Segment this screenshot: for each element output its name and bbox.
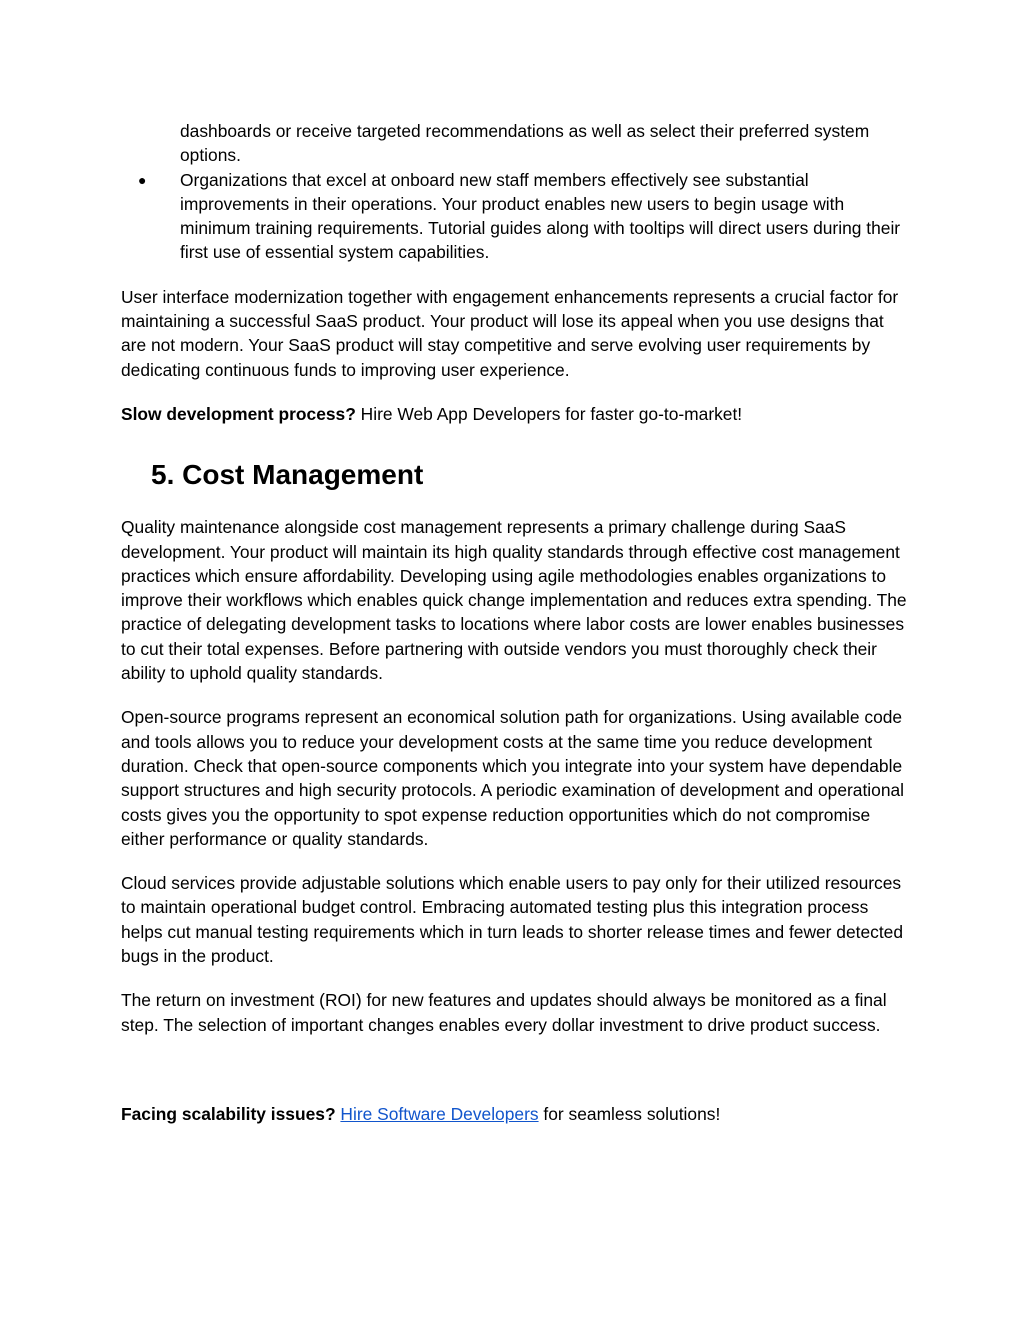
cta-slow-development (121, 402, 911, 426)
cta-text: Hire Web App Developers for faster go-to-market! (355, 403, 743, 424)
paragraph-open-source: Open-source programs represent an economical solution path for organizations. Using available code and tools allows you to reduce your development costs at the same time you reduce development duration. Check that open-source components which you integrate into your system have dependable support structures and high security protocols. A periodic examination of development and operational costs gives you the opportunity to spot expense reduction opportunities which do not compromise either performance or quality standards. (121, 707, 905, 849)
paragraph-cloud-services: Cloud services provide adjustable solutions which enable users to pay only for their utilized resources to maintain operational budget control. Embracing automated testing plus this integration process helps cut manual testing requirements which in turn leads to shorter release times and fewer detected bugs in the product. (121, 873, 904, 967)
bullet-text: dashboards or receive targeted recommendations as well as select their preferred system options. (180, 121, 870, 166)
bullet-text: Organizations that excel at onboard new staff members effectively see substantial improvements in their operations. Your product enables new users to begin usage with minimum training requirements. Tutorial guides along with tooltips will direct users during their first use of essential system capabilities. (180, 169, 901, 263)
paragraph-cost-management: Quality maintenance alongside cost management represents a primary challenge during SaaS development. Your product will maintain its high quality standards through effective cost management practices which ensure affordability. Developing using agile methodologies enables organizations to improve their workflows which enables quick change implementation and reduces extra spending. The practice of delegating development tasks to locations where labor costs are lower enables businesses to cut their total expenses. Before partnering with outside vendors you must thoroughly check their ability to uphold quality standards. (121, 517, 907, 684)
document-page (121, 119, 911, 1126)
cta-text: for seamless solutions! (538, 1103, 721, 1124)
section-heading: 5. Cost Management (151, 459, 424, 491)
bullet-continued (121, 119, 911, 168)
paragraph-roi: The return on investment (ROI) for new features and updates should always be monitored as a final step. The selection of important changes enables every dollar investment to drive product success. (121, 990, 887, 1035)
cta-bold-label: Facing scalability issues? (121, 1103, 336, 1124)
bullet-list (121, 119, 911, 265)
paragraph-ui-modernization: User interface modernization together with engagement enhancements represents a crucial factor for maintaining a successful SaaS product. Your product will lose its appeal when you use designs that are not modern. Your SaaS product will stay competitive and serve evolving user requirements by dedicating continuous funds to improving user experience. (121, 286, 899, 380)
bullet-dot-icon: ● (138, 171, 147, 188)
cta-bold-label: Slow development process? (121, 403, 356, 424)
hire-software-developers-link[interactable]: Hire Software Developers (340, 1103, 539, 1124)
cta-scalability (121, 1102, 911, 1126)
bullet-item-onboarding (121, 168, 911, 265)
